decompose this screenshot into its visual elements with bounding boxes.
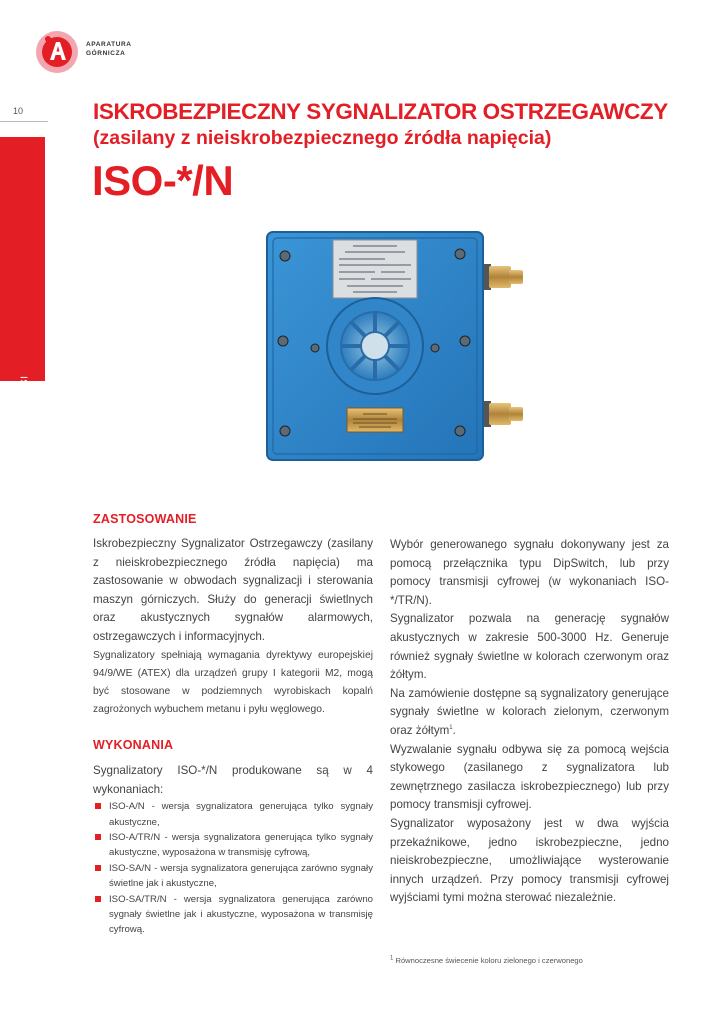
side-tab-label: ISO-*/N <box>17 376 29 414</box>
page-number: 10 <box>13 106 24 116</box>
cable-gland-top-icon <box>479 264 523 290</box>
header-divider <box>0 121 48 122</box>
paragraph: Sygnalizator pozwala na generację sygnałów akustycznych w zakresie 500-3000 Hz. Generuje również sygnały świetlne w kolorach czerwonym oraz żółtym. <box>390 612 669 682</box>
section-heading-zastosowanie: ZASTOSOWANIE <box>93 512 197 526</box>
paragraph: Sygnalizator wyposażony jest w dwa wyjścia przekaźnikowe, jedno iskrobezpieczne, jedno nieiskrobezpieczne, umożliwiające wysterowanie innych urządzeń. Przy pomocy transmisji cyfrowej wyjściami tymi można sterować niezależnie. <box>390 816 669 905</box>
product-photo <box>255 226 535 482</box>
footnote: $^1$ Równoczesne świecenie koloru zielonego i czerwonego <box>390 955 583 965</box>
section-heading-wykonania: WYKONANIA <box>93 738 174 752</box>
section-wykonania-body <box>93 762 373 938</box>
list-item: ISO-SA/TR/N - wersja sygnalizatora generująca zarówno sygnały świetlne jak i akustyczne, wyposażona w transmisję cyfrową. <box>93 892 373 938</box>
paragraph: Sygnalizatory ISO-*/N produkowane są w 4 wykonaniach: <box>93 764 373 796</box>
list-item: ISO-A/TR/N - wersja sygnalizatora generująca tylko sygnały akustyczne, wyposażona w transmisję cyfrową, <box>93 830 373 861</box>
list-item: ISO-SA/N - wersja sygnalizatora generująca zarówno sygnały świetlne jak i akustyczne, <box>93 861 373 892</box>
side-tab <box>0 137 45 414</box>
paragraph: Sygnalizatory spełniają wymagania dyrektywy europejskiej 94/9/WE (ATEX) dla urządzeń grupy I kategorii M2, mogą być stosowane w podziemnych wyrobiskach kopalń zagrożonych wybuchem metanu i pyłu węglowego. <box>93 649 373 716</box>
cable-gland-bottom-icon <box>479 401 523 427</box>
variant-list <box>93 799 373 938</box>
company-logo-icon <box>35 30 79 74</box>
section-zastosowanie-body <box>93 535 373 719</box>
page-subtitle: (zasilany z nieiskrobezpiecznego źródła napięcia) <box>93 127 552 149</box>
paragraph: Na zamówienie dostępne są sygnalizatory generujące sygnały świetlne w kolorach zielonym, czerwonym oraz żółtym$^1$. <box>390 686 669 737</box>
right-column-body <box>390 536 669 908</box>
footnote-marker: 1 <box>449 725 453 732</box>
paragraph: Wybór generowanego sygnału dokonywany jest za pomocą przełącznika typu DipSwitch, lub przy pomocy transmisji cyfrowej (w wykonaniach ISO-*/TR/N). <box>390 538 669 607</box>
product-model: ISO-*/N <box>92 157 234 204</box>
brand-name: APARATURA GÓRNICZA <box>86 41 132 57</box>
page-title: ISKROBEZPIECZNY SYGNALIZATOR OSTRZEGAWCZY <box>93 99 668 124</box>
paragraph: Wyzwalanie sygnału odbywa się za pomocą wejścia stykowego (zasilanego z sygnalizatora lub zewnętrznego zasilacza iskrobezpiecznego) lub przy pomocy transmisji cyfrowej. <box>390 742 669 812</box>
list-item: ISO-A/N - wersja sygnalizatora generująca tylko sygnały akustyczne, <box>93 799 373 830</box>
paragraph: Iskrobezpieczny Sygnalizator Ostrzegawczy (zasilany z nieiskrobezpiecznego źródła napięcia) ma zastosowanie w obwodach sygnalizacji i sterowania maszyn górniczych. Służy do generacji świetlnych oraz akustycznych sygnałów alarmowych, ostrzegawczych i informacyjnych. <box>93 537 373 643</box>
